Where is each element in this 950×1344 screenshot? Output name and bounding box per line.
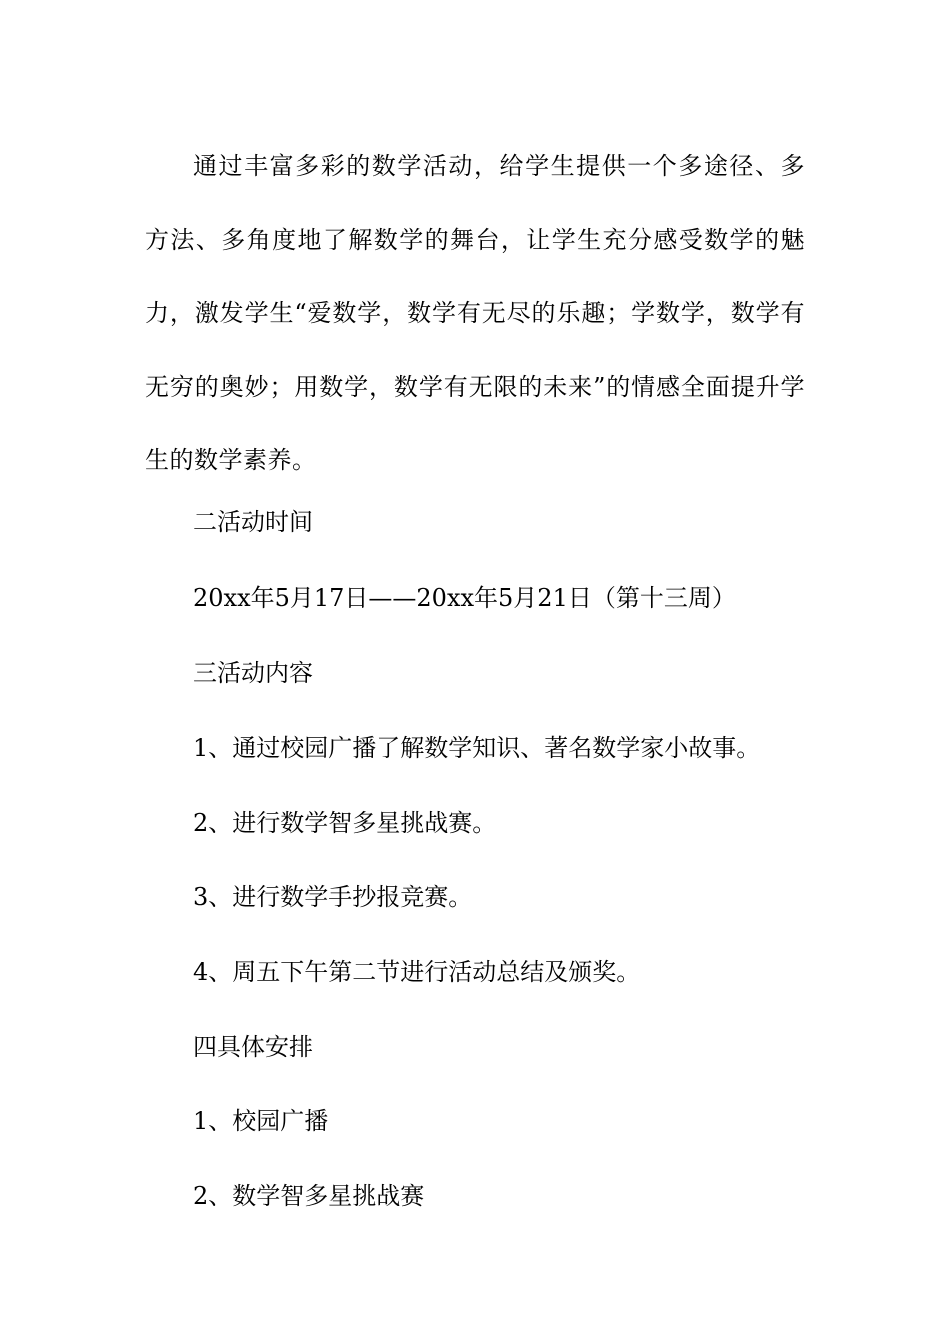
time-range-text: 20xx年5月17日——20xx年5月21日（第十三周） — [193, 584, 736, 612]
content-item-1: 1、通过校园广播了解数学知识、著名数学家小故事。 — [193, 734, 761, 762]
section-heading-arrangement: 四具体安排 — [193, 1033, 313, 1061]
arrangement-item-1: 1、校园广播 — [193, 1107, 329, 1135]
content-item-2: 2、进行数学智多星挑战赛。 — [193, 809, 497, 837]
section-heading-content: 三活动内容 — [193, 659, 313, 687]
intro-paragraph: 通过丰富多彩的数学活动，给学生提供一个多途径、多方法、多角度地了解数学的舞台，让学生充分感受数学的魅力，激发学生“爱数学，数学有无尽的乐趣；学数学，数学有无穷的奥妙；用数学，数学有无限的未来”的情感全面提升学生的数学素养。 — [145, 152, 805, 474]
arrangement-item-2: 2、数学智多星挑战赛 — [193, 1182, 425, 1210]
content-item-4: 4、周五下午第二节进行活动总结及颁奖。 — [193, 958, 641, 986]
section-heading-time: 二活动时间 — [193, 508, 313, 536]
content-item-3: 3、进行数学手抄报竞赛。 — [193, 883, 473, 911]
